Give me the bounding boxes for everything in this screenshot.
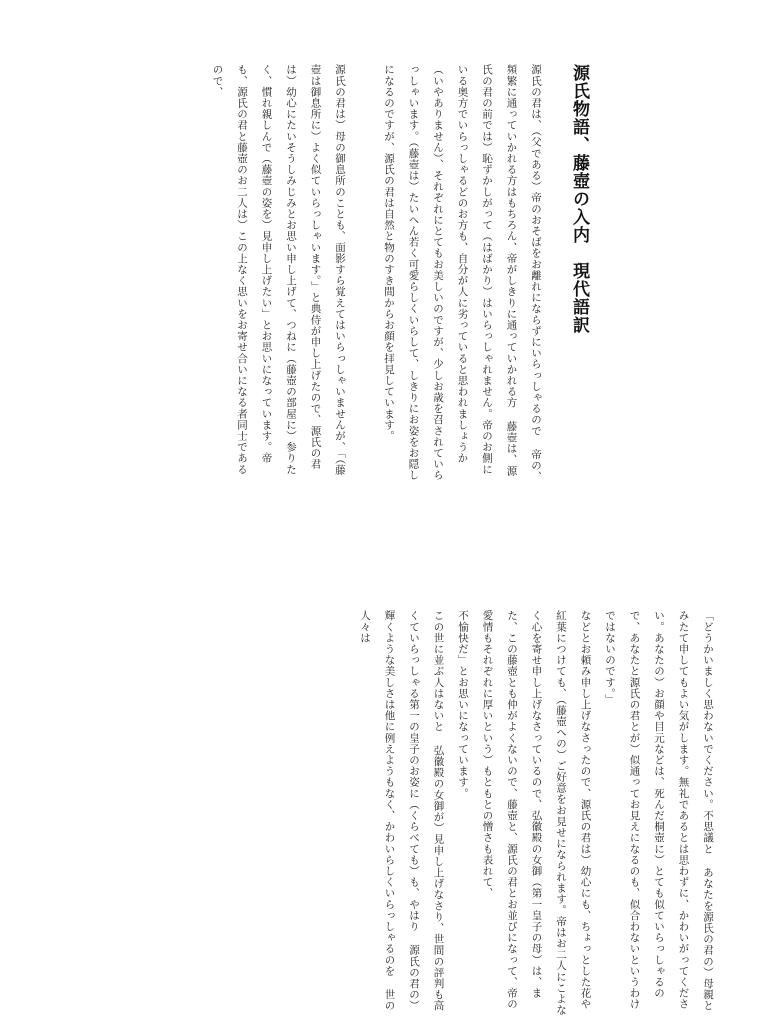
paragraph: 源氏の君は）母の御息所のことも、面影すら覚えてはいらっしゃいませんが、「（藤壺は御息所に）よく似ていらっしゃいます。」と典侍が申し上げたので、源氏の君は）幼心にたいそうしみじみとお思い申し上げて、つねに（藤壺の部屋に）参りたく、慣れ親しんで（藤壺の姿を）見申し上げたい」とお思いになっています。帝も、源氏の君と藤壺のお二人は）この上なく思いをお寄せ合いになる者同士であるので、	[211, 64, 346, 476]
paragraph: 源氏の君は、（父である）帝のおそばをお離れにならずにいらっしゃるので 帝の、頻繁に通っていかれる方はもちろん、帝がしきりに通っていかれる方 藤壺は、源氏の君の前では）恥ずかしがって（はばかり）はいらっしゃれません。帝のお側にいる奥方でいらっしゃるどのお方も、自分が人に劣っていると思われましょうか（いやありません）、それぞれにとてもお美しいのですが、少しお歳を召されていらっしゃいます。（藤壺は）たいへん若く可愛らしくいらして、しきりにお姿をお隠しになるのですが、源氏の君は自然と物のすき間からお顔を拝見しています。	[383, 64, 542, 483]
paragraph: などとお頼み申し上げなさったので、源氏の君は）幼心にも、ちょっとした花や紅葉につけても、（藤壺への）ご好意をお見せになられます。帝はお二人にこよなく心を寄せ申し上げなさっているので、弘徽殿の女御（第一皇子の母）は、また、この藤壺とも仲がよくないので、藤壺と、源氏の君とお並びになって、帝の愛情もそれぞれに厚いという）もともとの憎さも表れて、	[481, 610, 592, 1016]
body-text-bottom	[359, 610, 720, 1020]
paragraph-spacer	[352, 64, 377, 484]
page-title: 源氏物語、藤壺の入内 現代語訳	[569, 64, 589, 334]
body-text-top	[178, 64, 548, 484]
paragraph: この世に並ぶ人はないと 弘徽殿の女御が）見申し上げなさり、世間の評判も高くていらっしゃる第一の皇子のお姿に（くらべても）も、やはり 源氏の君の）輝くような美しさは他に例えようもなく、かわいらしくいらっしゃるのを 世の人々は	[359, 610, 445, 1012]
paragraph: 不愉快だ」とお思いになっています。	[457, 610, 469, 799]
paragraph: 「どうかいましく思わないでください。不思議と あなたを源氏の君の）母親とみたて申してもよい気がします。無礼であるとは思わずに、かわいがってください。あなたの）お顔や目元などは、死んだ桐壺に）とても似ていらっしゃるので、あなたと源氏の君とが）似通ってお見えになるのも、似合わないというわけではないのです。」	[604, 610, 714, 1012]
